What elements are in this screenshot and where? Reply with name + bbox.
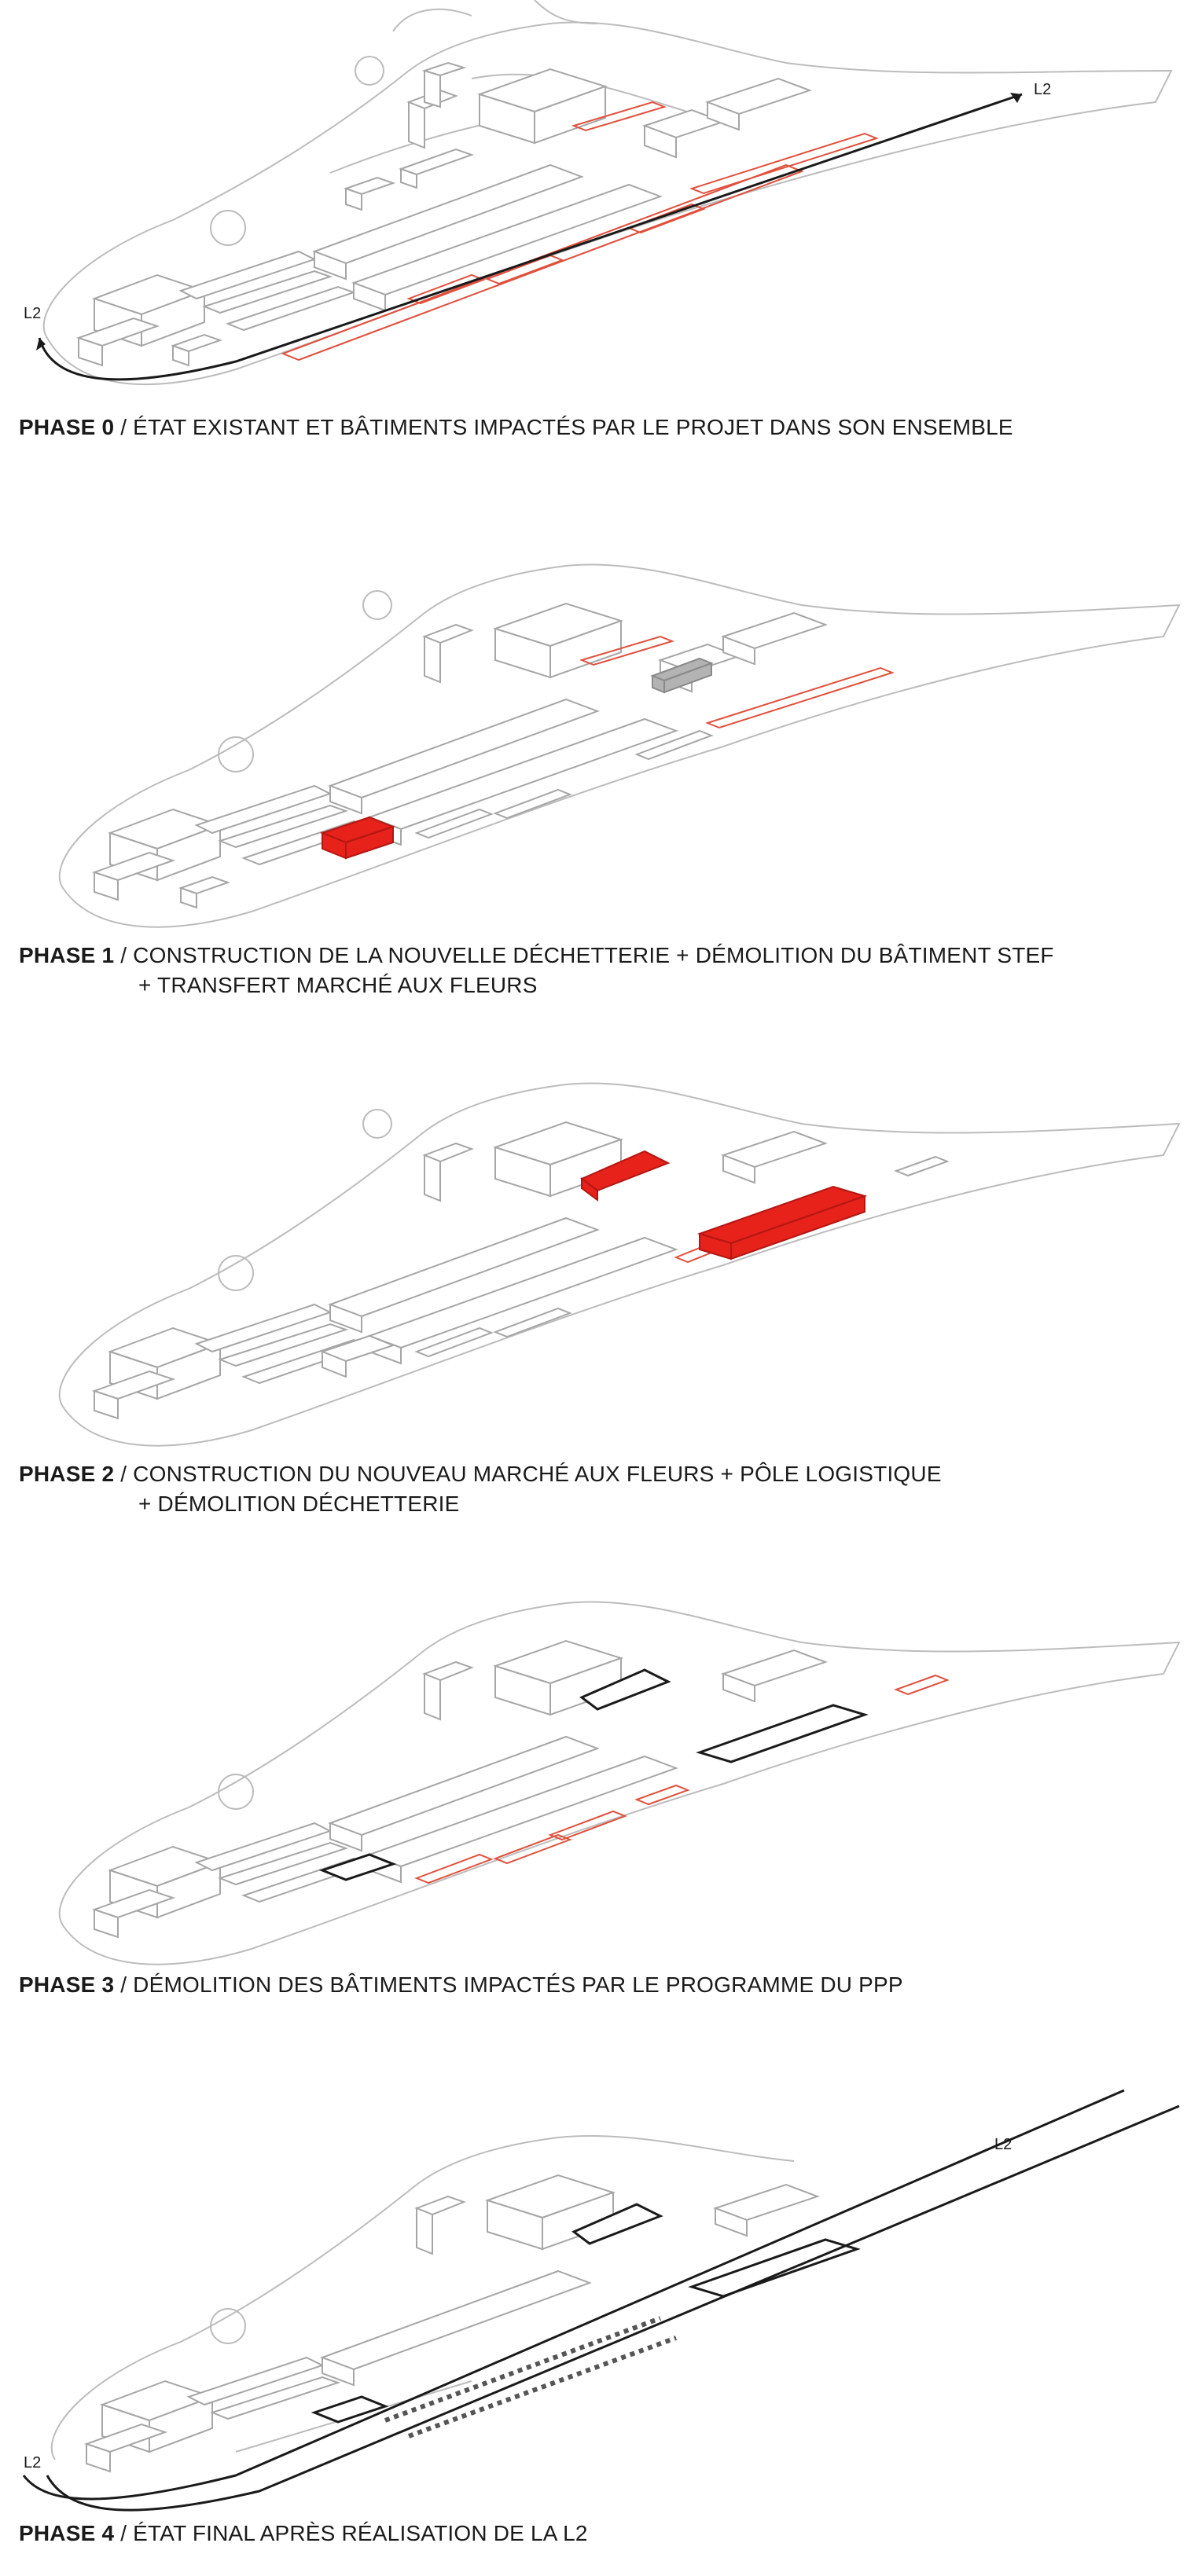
phase-4-title: PHASE 4 (19, 2521, 115, 2545)
buildings-existing (94, 1641, 825, 1937)
buildings-existing (86, 2175, 818, 2471)
l2-label-east: L2 (1034, 81, 1052, 98)
l2-road (24, 2090, 1179, 2510)
phase-0-panel (0, 0, 1198, 472)
phase-1-text-line2: + TRANSFERT MARCHÉ AUX FLEURS (138, 973, 538, 997)
l2-label-west: L2 (24, 2454, 42, 2471)
buildings-existing (94, 604, 825, 908)
phase-3-text: / DÉMOLITION DES BÂTIMENTS IMPACTÉS PAR LE PROGRAMME DU PPP (114, 1972, 903, 1997)
phase-4-text: / ÉTAT FINAL APRÈS RÉALISATION DE LA L2 (114, 2521, 588, 2545)
l2-label-west: L2 (24, 305, 42, 322)
phase-4-panel (0, 2067, 1198, 2576)
phase-4-caption (19, 2521, 588, 2546)
phase-4-map (0, 2067, 1198, 2523)
l2-label-east: L2 (994, 2136, 1012, 2153)
phase-0-caption (19, 415, 1013, 440)
phase-2-caption (19, 1462, 942, 1517)
phase-3-title: PHASE 3 (19, 1972, 115, 1997)
phase-0-title: PHASE 0 (19, 415, 115, 439)
phase-0-text: / ÉTAT EXISTANT ET BÂTIMENTS IMPACTÉS PAR LE PROJET DANS SON ENSEMBLE (114, 415, 1013, 439)
phase-3-map (0, 1564, 1198, 1972)
new-dechetterie (322, 817, 393, 858)
phase-3-caption (19, 1972, 903, 1998)
phase-1-text: / CONSTRUCTION DE LA NOUVELLE DÉCHETTERIE + DÉMOLITION DU BÂTIMENT STEF (114, 943, 1054, 967)
phase-1-caption (19, 943, 1054, 998)
phase-3-panel (0, 1564, 1198, 2035)
new-buildings-outlined (314, 2204, 857, 2422)
phase-2-text: / CONSTRUCTION DU NOUVEAU MARCHÉ AUX FLEURS + PÔLE LOGISTIQUE (114, 1462, 942, 1486)
phase-1-map (0, 519, 1198, 943)
phase-2-panel (0, 1053, 1198, 1540)
phase-2-title: PHASE 2 (19, 1462, 115, 1486)
phase-2-text-line2: + DÉMOLITION DÉCHETTERIE (138, 1492, 460, 1516)
new-pole-logistique (700, 1187, 865, 1259)
phase-1-title: PHASE 1 (19, 943, 115, 967)
buildings-existing (79, 63, 810, 365)
phase-0-map (0, 0, 1198, 409)
phase-1-panel (0, 519, 1198, 1022)
phase-2-map (0, 1053, 1198, 1462)
